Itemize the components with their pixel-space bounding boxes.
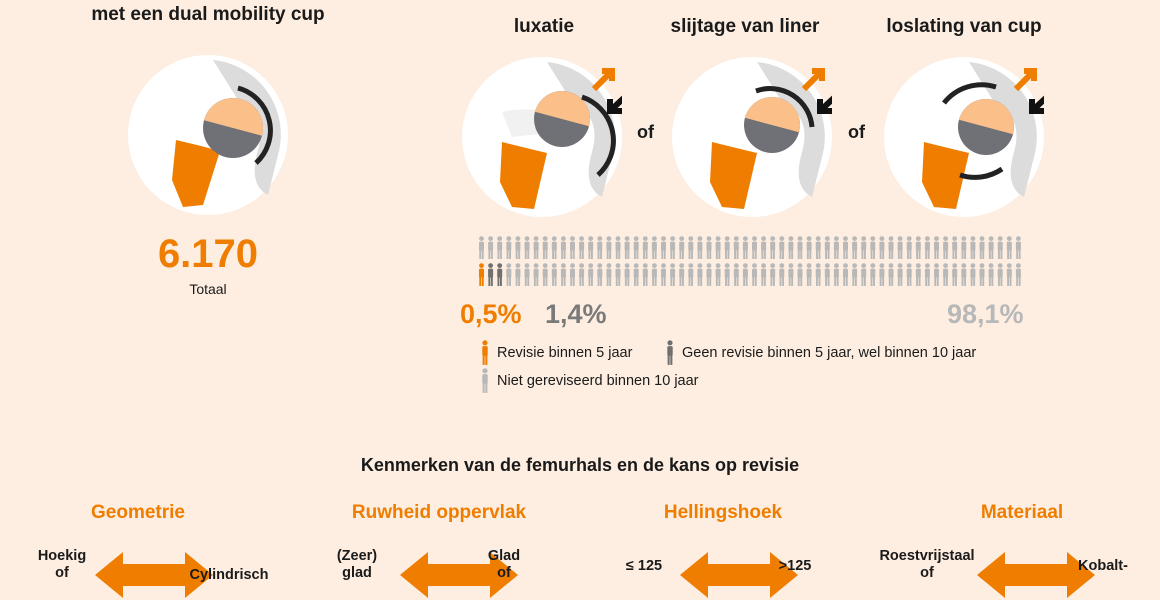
person-light-gray-icon [961,236,966,259]
person-light-gray-icon [980,263,985,286]
person-light-gray-icon [652,263,657,286]
person-light-gray-icon [743,236,748,259]
page-title: met een dual mobility cup [91,4,325,25]
person-light-gray-icon [734,263,739,286]
person-light-gray-icon [579,263,584,286]
person-light-gray-icon [961,263,966,286]
person-light-gray-icon [525,263,530,286]
person-light-gray-icon [898,263,903,286]
category-hellingshoek: Hellingshoek [663,502,783,523]
category-ruwheid: Ruwheid oppervlak [351,502,527,523]
person-light-gray-icon [852,263,857,286]
person-light-gray-icon [816,263,821,286]
person-light-gray-icon [898,236,903,259]
legend-item-revisie-10 [664,340,976,366]
materiaal-right-label: Kobalt- [1078,558,1128,574]
person-light-gray-icon [634,263,639,286]
person-light-gray-icon [916,236,921,259]
person-light-gray-icon [952,236,957,259]
person-light-gray-icon [506,263,511,286]
person-light-gray-icon [943,263,948,286]
person-light-gray-icon [834,263,839,286]
person-dark-gray-icon [664,340,676,366]
legend-item-niet [479,368,699,394]
person-light-gray-icon [497,236,502,259]
person-light-gray-icon [861,263,866,286]
person-light-gray-icon [807,263,812,286]
person-light-gray-icon [761,263,766,286]
hip-total-illustration [128,55,288,215]
person-light-gray-icon [770,263,775,286]
person-light-gray-icon [716,236,721,259]
person-light-gray-icon [606,236,611,259]
person-light-gray-icon [534,263,539,286]
person-light-gray-icon [798,263,803,286]
person-light-gray-icon [1016,236,1021,259]
person-light-gray-icon [743,263,748,286]
person-light-gray-icon [506,236,511,259]
ruwheid-right-label: Glad of [487,548,521,581]
category-geometrie: Geometrie [91,502,185,523]
person-light-gray-icon [925,263,930,286]
person-light-gray-icon [552,236,557,259]
person-light-gray-icon [688,263,693,286]
person-light-gray-icon [697,263,702,286]
person-light-gray-icon [679,263,684,286]
person-light-gray-icon [834,236,839,259]
person-light-gray-icon [852,236,857,259]
person-light-gray-icon [1016,263,1021,286]
person-light-gray-icon [952,263,957,286]
person-light-gray-icon [570,236,575,259]
person-orange-icon [479,263,484,286]
person-light-gray-icon [825,236,830,259]
person-light-gray-icon [970,263,975,286]
person-light-gray-icon [525,236,530,259]
materiaal-left-label: Roestvrijstaal of [879,548,975,581]
person-light-gray-icon [788,263,793,286]
pct-niet-gereviseerd: 98,1% [947,299,1024,329]
person-light-gray-icon [989,236,994,259]
person-light-gray-icon [670,236,675,259]
person-light-gray-icon [643,263,648,286]
person-light-gray-icon [825,263,830,286]
geometrie-left-label: Hoekig of [37,548,87,581]
person-light-gray-icon [925,236,930,259]
pct-revisie-10: 1,4% [545,299,607,329]
hellingshoek-left-label: ≤ 125 [625,558,663,574]
person-light-gray-icon [707,236,712,259]
person-light-gray-icon [652,236,657,259]
person-light-gray-icon [889,236,894,259]
person-light-gray-icon [998,236,1003,259]
person-light-gray-icon [770,236,775,259]
person-light-gray-icon [597,236,602,259]
person-light-gray-icon [543,263,548,286]
person-light-gray-icon [943,236,948,259]
person-light-gray-icon [1007,236,1012,259]
total-label: Totaal [189,281,227,297]
legend-label: Revisie binnen 5 jaar [497,345,633,361]
person-light-gray-icon [707,263,712,286]
person-light-gray-icon [788,236,793,259]
person-light-gray-icon [934,263,939,286]
person-light-gray-icon [552,263,557,286]
person-light-gray-icon [515,263,520,286]
person-light-gray-icon [515,236,520,259]
person-light-gray-icon [606,263,611,286]
person-light-gray-icon [889,263,894,286]
person-light-gray-icon [479,368,491,394]
person-light-gray-icon [588,263,593,286]
legend-item-revisie-5 [479,340,632,366]
geometrie-right-label: Cylindrisch [189,567,269,583]
person-light-gray-icon [879,236,884,259]
ruwheid-left-label: (Zeer) glad [336,548,378,581]
person-dark-gray-icon [497,263,502,286]
person-light-gray-icon [970,236,975,259]
person-light-gray-icon [679,236,684,259]
person-light-gray-icon [670,263,675,286]
person-light-gray-icon [561,263,566,286]
people-pictogram [478,236,1026,290]
pct-revisie-5: 0,5% [460,299,522,329]
section-title: Kenmerken van de femurhals en de kans op revisie [360,455,800,475]
person-light-gray-icon [579,236,584,259]
person-light-gray-icon [725,236,730,259]
hip-label-loslating: loslating van cup [886,16,1042,37]
or-text-1: of [637,122,654,142]
person-light-gray-icon [779,236,784,259]
person-light-gray-icon [1007,263,1012,286]
person-light-gray-icon [870,263,875,286]
person-dark-gray-icon [488,263,493,286]
person-orange-icon [479,340,491,366]
legend-label: Geen revisie binnen 5 jaar, wel binnen 10 jaar [682,345,977,361]
or-text-2: of [848,122,865,142]
person-light-gray-icon [716,263,721,286]
person-light-gray-icon [588,236,593,259]
total-value: 6.170 [157,232,259,276]
person-light-gray-icon [879,263,884,286]
person-light-gray-icon [634,236,639,259]
person-light-gray-icon [543,236,548,259]
person-light-gray-icon [907,236,912,259]
person-light-gray-icon [479,236,484,259]
person-light-gray-icon [816,236,821,259]
hellingshoek-right-label: >125 [778,558,812,574]
hip-loslating-illustration [884,57,1044,217]
person-light-gray-icon [934,236,939,259]
person-light-gray-icon [861,236,866,259]
person-light-gray-icon [616,236,621,259]
person-light-gray-icon [843,236,848,259]
person-light-gray-icon [570,263,575,286]
person-light-gray-icon [561,236,566,259]
person-light-gray-icon [625,263,630,286]
person-light-gray-icon [980,236,985,259]
category-materiaal: Materiaal [980,502,1064,523]
person-light-gray-icon [597,263,602,286]
hip-slijtage-illustration [672,57,832,217]
person-light-gray-icon [916,263,921,286]
person-light-gray-icon [688,236,693,259]
person-light-gray-icon [697,236,702,259]
person-light-gray-icon [907,263,912,286]
person-light-gray-icon [779,263,784,286]
person-light-gray-icon [989,263,994,286]
person-light-gray-icon [661,236,666,259]
person-light-gray-icon [807,236,812,259]
person-light-gray-icon [734,236,739,259]
hip-label-slijtage: slijtage van liner [670,16,820,37]
person-light-gray-icon [534,236,539,259]
person-light-gray-icon [488,236,493,259]
hip-luxatie-illustration [462,57,622,217]
person-light-gray-icon [798,236,803,259]
person-light-gray-icon [752,236,757,259]
person-light-gray-icon [998,263,1003,286]
person-light-gray-icon [643,236,648,259]
legend-label: Niet gereviseerd binnen 10 jaar [497,373,699,389]
person-light-gray-icon [616,263,621,286]
person-light-gray-icon [661,263,666,286]
person-light-gray-icon [843,263,848,286]
person-light-gray-icon [870,236,875,259]
person-light-gray-icon [752,263,757,286]
person-light-gray-icon [625,236,630,259]
hip-label-luxatie: luxatie [513,16,575,37]
person-light-gray-icon [761,236,766,259]
person-light-gray-icon [725,263,730,286]
